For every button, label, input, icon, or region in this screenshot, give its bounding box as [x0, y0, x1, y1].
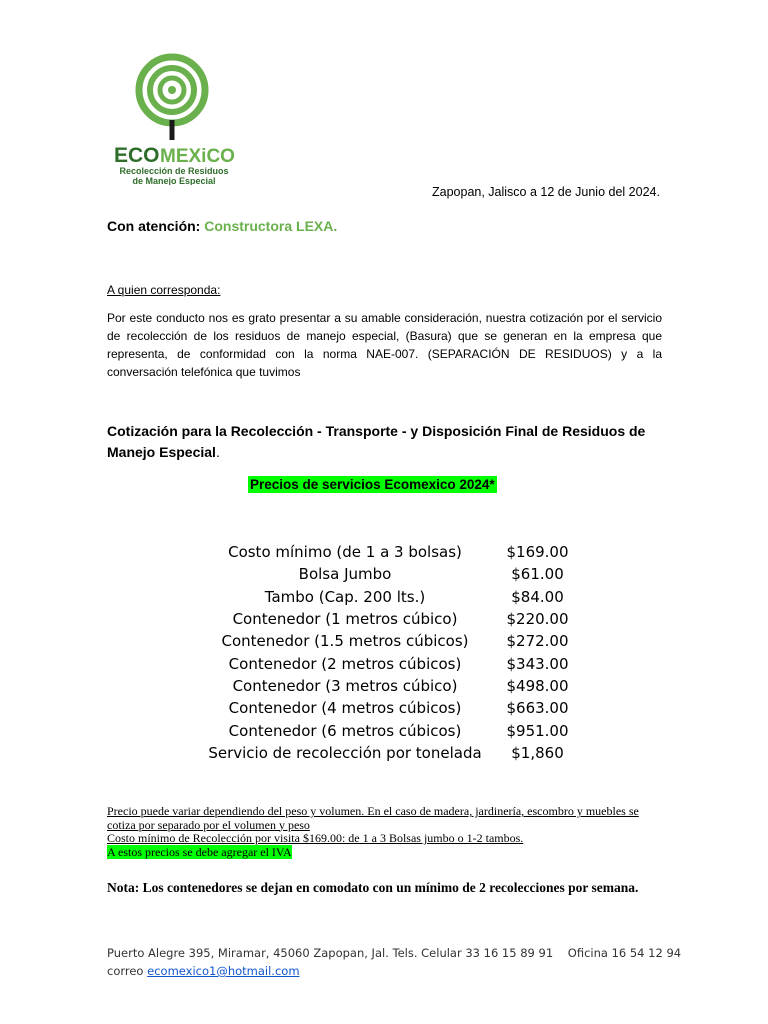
price-item-name: Contenedor (6 metros cúbicos)	[228, 721, 462, 740]
price-row	[200, 541, 580, 563]
footer	[107, 944, 707, 980]
price-item-name: Bolsa Jumbo	[298, 565, 392, 584]
price-item-value: $220.00	[506, 610, 569, 629]
nota-comodato: Nota: Los contenedores se dejan en comodato con un mínimo de 2 recolecciones por semana.	[107, 880, 639, 895]
price-row	[200, 719, 580, 741]
attention-label: Con atención:	[107, 218, 201, 234]
price-item-value: $84.00	[511, 587, 564, 606]
price-item-name: Tambo (Cap. 200 lts.)	[264, 587, 426, 606]
price-item-value: $61.00	[511, 565, 564, 584]
price-item-name: Contenedor (4 metros cúbicos)	[228, 699, 462, 718]
attention-line	[107, 218, 337, 234]
price-row	[200, 652, 580, 674]
price-item-value: $1,860	[511, 743, 564, 762]
place-date: Zapopan, Jalisco a 12 de Junio del 2024.	[432, 185, 660, 199]
price-row	[200, 697, 580, 719]
spiral-tree-logo-icon	[104, 50, 244, 185]
price-row	[200, 608, 580, 630]
quote-title	[107, 421, 667, 463]
price-item-value: $663.00	[506, 699, 569, 718]
intro-paragraph: Por este conducto nos es grato presentar a su amable consideración, nuestra cotización por el servicio de recolección de los residuos de manejo especial, (Basura) que se generan en la empresa que representa, de conformidad con la norma NAE-007. (SEPARACIÓN DE RESIDUOS) y a la conversación telefónica que tuvimos	[107, 311, 662, 379]
price-item-value: $272.00	[506, 632, 569, 651]
footer-address: Puerto Alegre 395, Miramar, 45060 Zapopan, Jal. Tels. Celular 33 16 15 89 91 Oficina 16 54 12 94	[107, 946, 682, 960]
price-item-name: Contenedor (1 metros cúbico)	[232, 610, 458, 629]
price-item-name: Servicio de recolección por tonelada	[208, 743, 482, 762]
note-iva: A estos precios se debe agregar el IVA	[107, 844, 292, 859]
price-item-name: Contenedor (1.5 metros cúbicos)	[221, 632, 469, 651]
price-item-value: $343.00	[506, 654, 569, 673]
greeting: A quien corresponda:	[107, 283, 221, 297]
prices-banner: Precios de servicios Ecomexico 2024*	[250, 477, 495, 492]
footer-email-line	[107, 962, 707, 980]
price-table	[200, 541, 580, 764]
footer-email-link[interactable]: ecomexico1@hotmail.com	[147, 964, 300, 978]
price-row	[200, 742, 580, 764]
price-item-value: $498.00	[506, 676, 569, 695]
price-item-name: Costo mínimo (de 1 a 3 bolsas)	[228, 543, 462, 562]
price-row	[200, 630, 580, 652]
attention-client: Constructora LEXA.	[204, 218, 338, 234]
note-minimum-cost: Costo mínimo de Recolección por visita $169.00: de 1 a 3 Bolsas jumbo o 1-2 tambos.	[107, 831, 524, 845]
note-variation: Precio puede variar dependiendo del peso y volumen. En el caso de madera, jardinería, escombro y muebles se cotiza por separado por el volumen y peso	[107, 804, 639, 832]
price-item-name: Contenedor (2 metros cúbicos)	[228, 654, 462, 673]
notes-block	[107, 805, 667, 859]
quote-title-text: Cotización para la Recolección - Transporte - y Disposición Final de Residuos de Manejo Especial	[107, 423, 646, 460]
price-row	[200, 675, 580, 697]
price-item-value: $951.00	[506, 721, 569, 740]
brand-left-text: ECO	[114, 144, 160, 167]
brand-right-text: MEXiCO	[160, 146, 235, 167]
brand-subtitle-2: de Manejo Especial	[132, 176, 216, 185]
brand-subtitle-1: Recolección de Residuos	[119, 166, 229, 176]
price-item-value: $169.00	[506, 543, 569, 562]
company-logo	[104, 50, 244, 185]
footer-email-label: correo	[107, 964, 148, 978]
price-item-name: Contenedor (3 metros cúbico)	[232, 676, 458, 695]
price-table-body	[200, 541, 580, 764]
price-row	[200, 563, 580, 585]
price-row	[200, 586, 580, 608]
quote-title-period: .	[215, 444, 220, 460]
